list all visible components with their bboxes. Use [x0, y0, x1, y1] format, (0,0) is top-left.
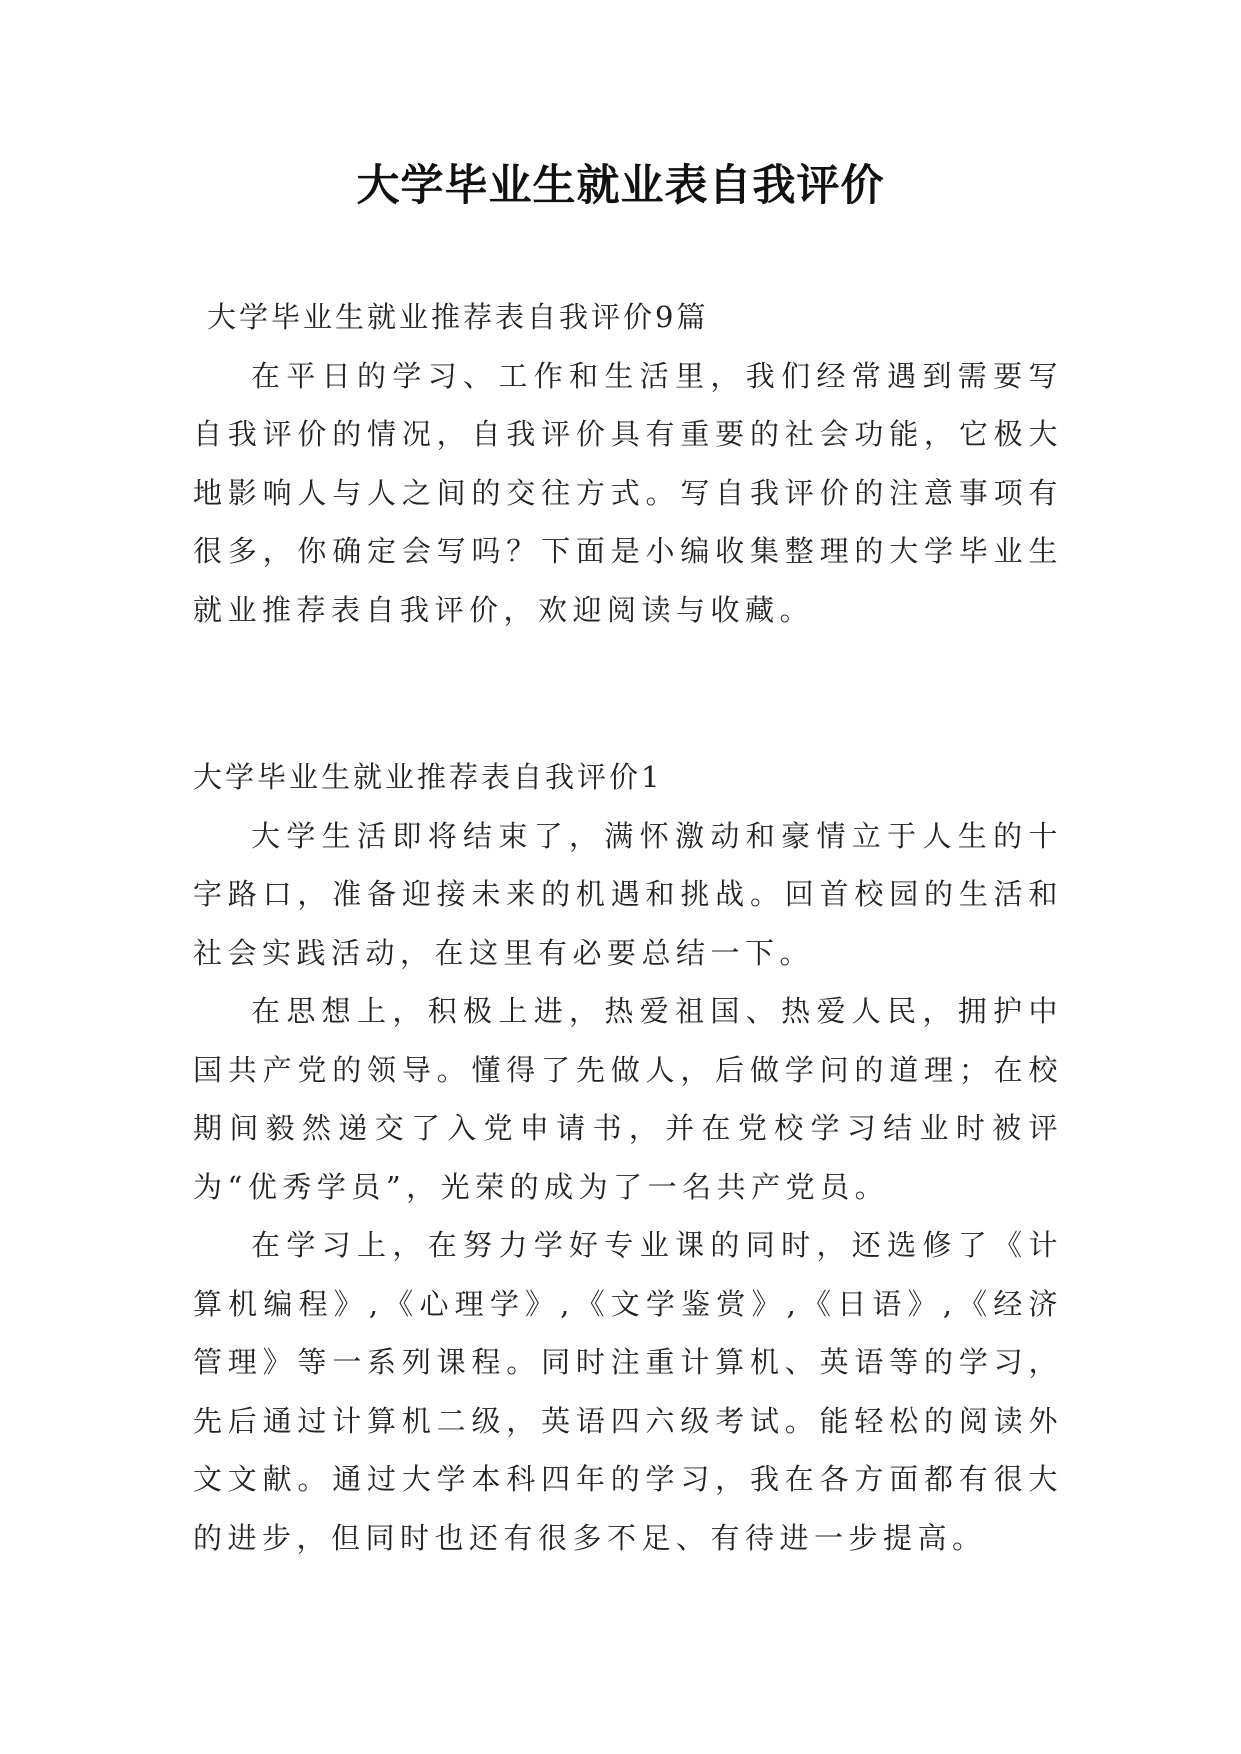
section-1-heading: 大学毕业生就业推荐表自我评价1	[193, 760, 663, 794]
intro-heading: 大学毕业生就业推荐表自我评价9篇	[207, 300, 709, 334]
document-title: 大学毕业生就业表自我评价	[356, 161, 885, 211]
section-1-paragraph: 大学生活即将结束了，满怀激动和豪情立于人生的十字路口，准备迎接未来的机遇和挑战。回首校园的生活和社会实践活动，在这里有必要总结一下。	[193, 818, 1063, 970]
intro-paragraph: 在平日的学习、工作和生活里，我们经常遇到需要写自我评价的情况，自我评价具有重要的社会功能，它极大地影响人与人之间的交往方式。写自我评价的注意事项有很多，你确定会写吗？下面是小编收集整理的大学毕业生就业推荐表自我评价，欢迎阅读与收藏。	[193, 358, 1063, 627]
section-1-paragraph: 在学习上，在努力学好专业课的同时，还选修了《计算机编程》,《心理学》,《文学鉴赏》,《日语》,《经济管理》等一系列课程。同时注重计算机、英语等的学习，先后通过计算机二级，英语四六级考试。能轻松的阅读外文文献。通过大学本科四年的学习，我在各方面都有很大的进步，但同时也还有很多不足、有待进一步提高。	[193, 1228, 1063, 1555]
section-1	[193, 748, 1063, 1567]
section-1-paragraph: 在思想上，积极上进，热爱祖国、热爱人民，拥护中国共产党的领导。懂得了先做人，后做学问的道理；在校期间毅然递交了入党申请书，并在党校学习结业时被评为“优秀学员”，光荣的成为了一名共产党员。	[193, 994, 1063, 1204]
intro-section	[193, 288, 1063, 639]
